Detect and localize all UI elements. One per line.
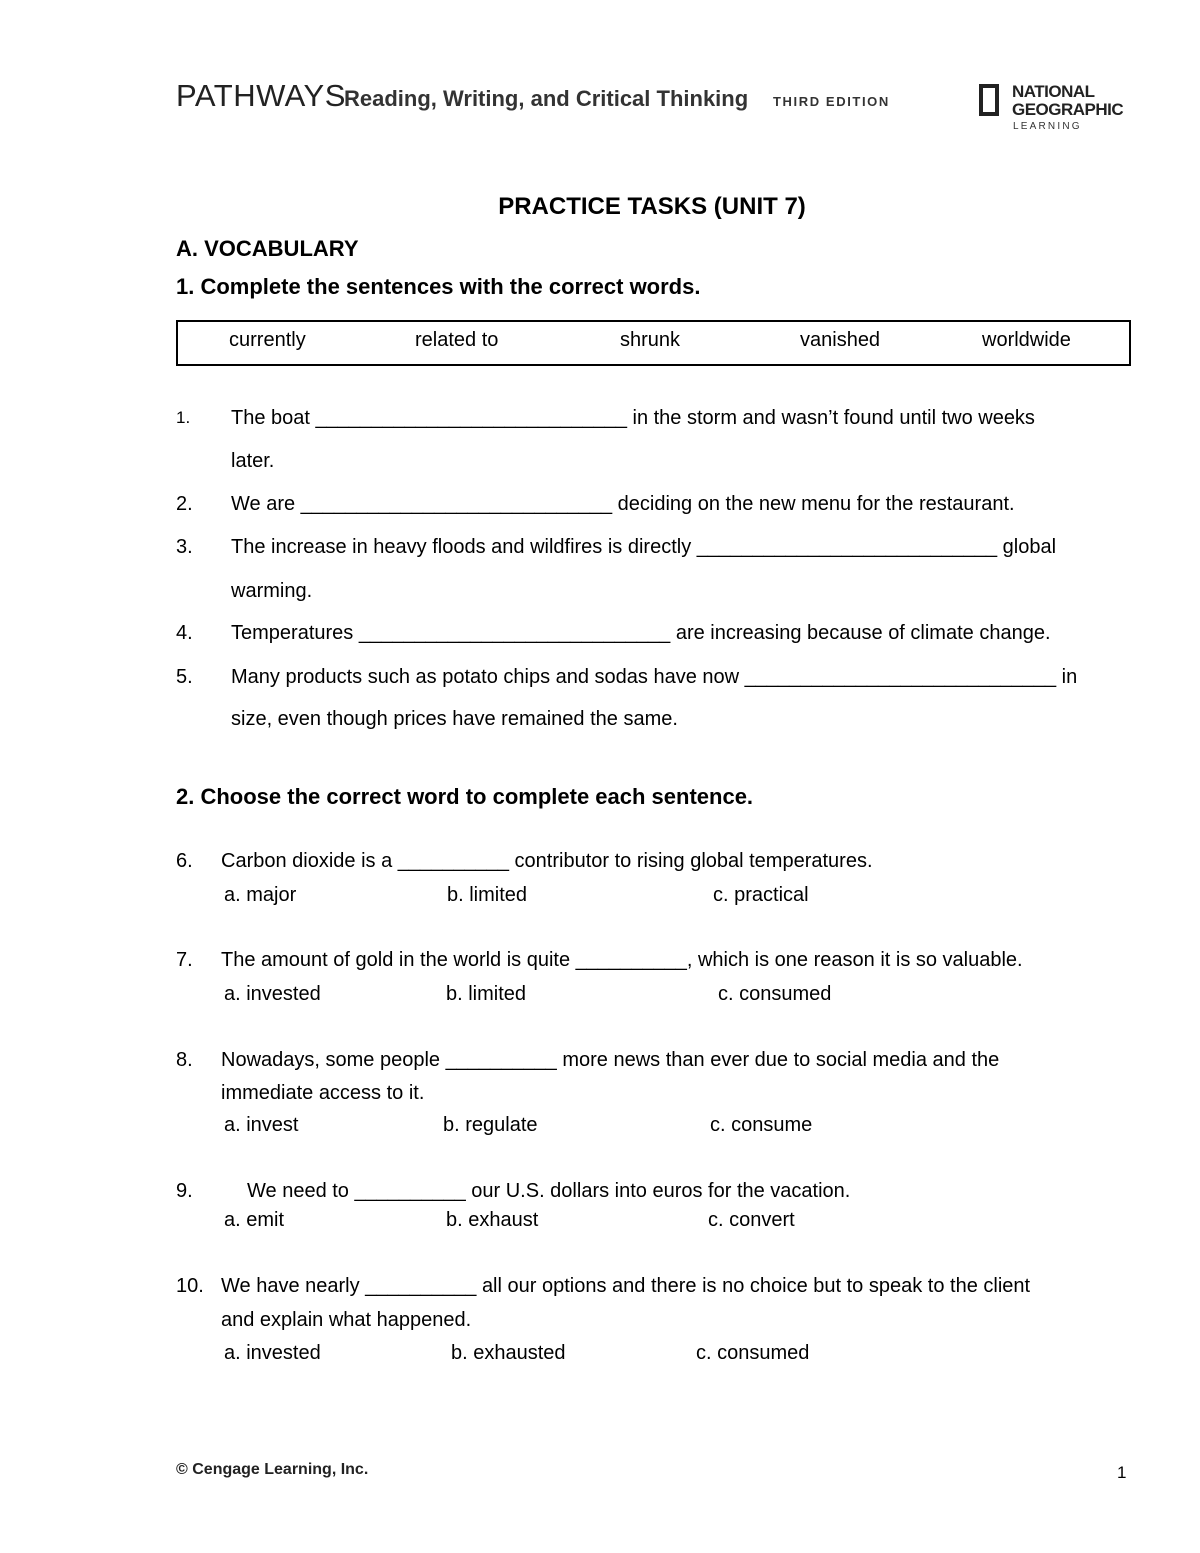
option-c: c. consumed xyxy=(696,1342,810,1364)
page-number: 1 xyxy=(1117,1463,1127,1482)
option-c: c. consume xyxy=(710,1114,813,1136)
option-b: b. limited xyxy=(447,884,528,906)
option-b: b. exhaust xyxy=(446,1209,539,1231)
item-text: The amount of gold in the world is quite __________, which is one reason it is so valuable. xyxy=(221,949,1023,971)
item-text: We have nearly __________ all our options and there is no choice but to speak to the client xyxy=(221,1275,1031,1297)
option-c: c. practical xyxy=(713,884,809,906)
item-text: We are ____________________________ deciding on the new menu for the restaurant. xyxy=(231,493,1015,515)
option-b: b. limited xyxy=(446,983,527,1005)
item-number: 2. xyxy=(176,493,193,515)
task2-heading: 2. Choose the correct word to complete each sentence. xyxy=(176,784,754,809)
item-number: 3. xyxy=(176,536,193,558)
logo-line-learning: LEARNING xyxy=(1013,121,1082,132)
option-c: c. convert xyxy=(708,1209,795,1231)
copyright-notice: © Cengage Learning, Inc. xyxy=(176,1461,369,1478)
word-bank-item: shrunk xyxy=(620,329,681,351)
edition-label: THIRD EDITION xyxy=(773,94,890,109)
section-vocabulary-heading: A. VOCABULARY xyxy=(176,236,359,261)
item-text-continued: warming. xyxy=(231,580,313,602)
word-bank-item: related to xyxy=(415,329,499,351)
option-b: b. exhausted xyxy=(451,1342,566,1364)
word-bank-item: worldwide xyxy=(982,329,1071,351)
item-text: Nowadays, some people __________ more news than ever due to social media and the xyxy=(221,1049,1000,1071)
option-a: a. emit xyxy=(224,1209,285,1231)
option-a: a. invested xyxy=(224,1342,321,1364)
item-number: 8. xyxy=(176,1049,193,1071)
item-number: 9. xyxy=(176,1180,193,1202)
item-number: 6. xyxy=(176,850,193,872)
option-b: b. regulate xyxy=(443,1114,538,1136)
option-a: a. invest xyxy=(224,1114,299,1136)
item-text-continued: and explain what happened. xyxy=(221,1309,472,1331)
word-bank-item: vanished xyxy=(800,329,881,351)
option-a: a. invested xyxy=(224,983,321,1005)
option-c: c. consumed xyxy=(718,983,832,1005)
item-text: We need to __________ our U.S. dollars into euros for the vacation. xyxy=(247,1180,851,1202)
item-number: 7. xyxy=(176,949,193,971)
item-text: Carbon dioxide is a __________ contributor to rising global temperatures. xyxy=(221,850,873,872)
item-number: 1. xyxy=(176,408,191,427)
item-text: The boat ____________________________ in the storm and wasn’t found until two weeks xyxy=(231,407,1035,429)
item-number: 10. xyxy=(176,1275,204,1297)
page-title: PRACTICE TASKS (UNIT 7) xyxy=(498,193,806,220)
item-number: 5. xyxy=(176,666,193,688)
pathways-brand: PATHWAYS xyxy=(176,78,346,113)
item-text-continued: immediate access to it. xyxy=(221,1082,425,1104)
item-text-continued: later. xyxy=(231,450,275,472)
item-text: Temperatures ____________________________ are increasing because of climate change. xyxy=(231,622,1051,644)
task1-heading: 1. Complete the sentences with the correct words. xyxy=(176,274,701,299)
logo-line-national: NATIONAL xyxy=(1012,82,1095,101)
item-text: Many products such as potato chips and sodas have now ____________________________ in xyxy=(231,666,1078,688)
logo-line-geographic: GEOGRAPHIC xyxy=(1012,100,1124,119)
item-number: 4. xyxy=(176,622,193,644)
series-subtitle: Reading, Writing, and Critical Thinking xyxy=(344,86,749,111)
option-a: a. major xyxy=(224,884,297,906)
item-text-continued: size, even though prices have remained the same. xyxy=(231,708,678,730)
national-geographic-frame-icon xyxy=(979,84,999,116)
word-bank-item: currently xyxy=(229,329,306,351)
item-text: The increase in heavy floods and wildfires is directly ___________________________ global xyxy=(231,536,1057,558)
